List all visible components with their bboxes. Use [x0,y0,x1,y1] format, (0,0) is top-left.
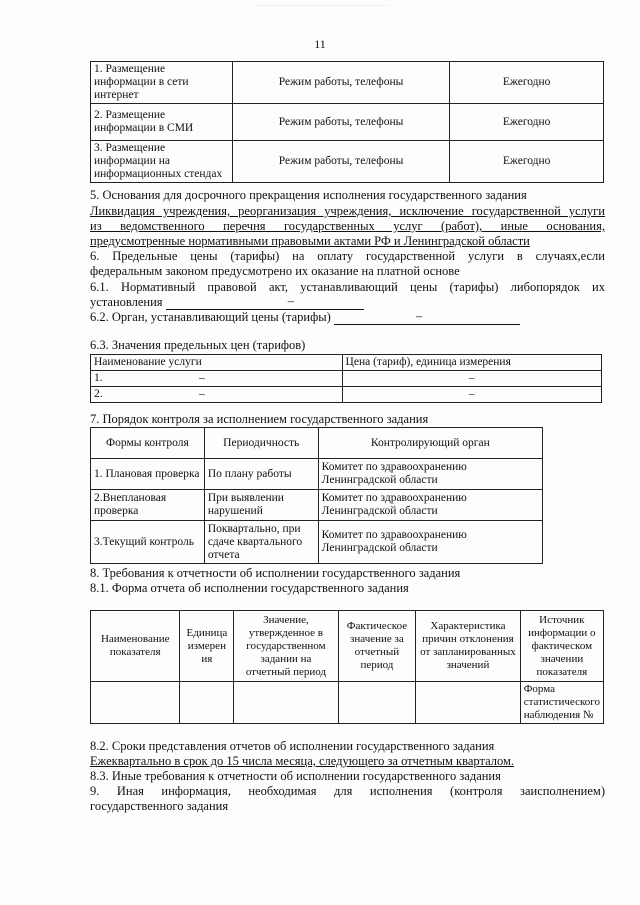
section-9-line: государственного задания [90,799,229,813]
tariff-table [90,354,602,403]
control-form: 3.Текущий контроль [91,521,205,564]
info-frequency: Ежегодно [450,62,604,104]
blank-dash: – [415,309,423,323]
section-6-line: федеральным законом предусмотрено их оказание на платной основе [90,264,460,278]
control-form: 2.Внеплановая проверка [91,490,205,521]
table-row [91,387,602,403]
section-8-2-text: Ежеквартально в срок до 15 числа месяца, следующего за отчетным кварталом. [90,754,515,768]
report-col-source: Источник информации о фактическом значении показателя [520,611,603,682]
blank-line [166,296,364,310]
section-5-line: из ведомственного перечня государственных услуг (работ), иные основания, [90,219,605,233]
control-table [90,427,543,564]
section-8-heading: 8. Требования к отчетности об исполнении государственного задания [90,566,461,580]
table-header-row [91,428,543,459]
info-method: 2. Размещение информации в СМИ [91,104,233,141]
section-6-1-label: установления [90,295,163,309]
info-content: Режим работы, телефоны [232,141,449,183]
report-source-cell: Форма статистического наблюдения № [520,682,603,724]
info-frequency: Ежегодно [450,141,604,183]
scan-artifact [258,5,388,12]
section-5-heading: 5. Основания для досрочного прекращения исполнения государственного задания [90,188,527,202]
info-method: 1. Размещение информации в сети интернет [91,62,233,104]
table-row [91,459,543,490]
info-table [90,61,604,183]
report-col-unit: Единица измерен ия [180,611,234,682]
tariff-price-cell: – [342,387,601,403]
info-content: Режим работы, телефоны [232,62,449,104]
table-row [91,490,543,521]
table-row [91,371,602,387]
row-number: 2. [94,388,103,400]
table-row [91,62,604,104]
row-number: 1. [94,372,103,384]
table-row [91,521,543,564]
blank-line [334,311,520,325]
report-cell [338,682,416,724]
table-row [91,104,604,141]
section-8-3-text: 8.3. Иные требования к отчетности об исполнении государственного задания [90,769,501,783]
control-body: Комитет по здравоохранению Ленинградской области [318,459,542,490]
report-cell [91,682,180,724]
table-header-row [91,355,602,371]
section-6-2-line [90,310,605,325]
report-col-actual: Фактическое значение за отчетный период [338,611,416,682]
report-cell [234,682,338,724]
report-col-deviation: Характеристика причин отклонения от запланированных значений [416,611,520,682]
blank-dash: – [287,294,294,308]
tariff-service-cell [91,387,343,403]
table-row [91,682,604,724]
section-6-line: 6. Предельные цены (тарифы) на оплату государственной услуги в случаях,если [90,249,605,263]
info-frequency: Ежегодно [450,104,604,141]
info-content: Режим работы, телефоны [232,104,449,141]
control-period: По плану работы [204,459,318,490]
table-header-row [91,611,604,682]
service-value: – [199,388,205,400]
section-8-2-heading: 8.2. Сроки представления отчетов об исполнении государственного задания [90,739,495,753]
control-form: 1. Плановая проверка [91,459,205,490]
tariff-col-service: Наименование услуги [91,355,343,371]
section-6-3-heading: 6.3. Значения предельных цен (тарифов) [90,338,306,352]
control-period: При выявлении нарушений [204,490,318,521]
tariff-col-price: Цена (тариф), единица измерения [342,355,601,371]
page-number: 11 [314,37,326,51]
control-col-body: Контролирующий орган [318,428,542,459]
section-8-1-heading: 8.1. Форма отчета об исполнении государственного задания [90,581,409,595]
service-value: – [199,372,205,384]
report-cell [416,682,520,724]
report-col-indicator: Наименование показателя [91,611,180,682]
section-6-2-label: 6.2. Орган, устанавливающий цены (тарифы) [90,310,331,324]
tariff-price-cell: – [342,371,601,387]
control-period: Поквартально, при сдаче квартального отчета [204,521,318,564]
report-cell [180,682,234,724]
control-col-form: Формы контроля [91,428,205,459]
section-9-line: 9. Иная информация, необходимая для исполнения (контроля заисполнением) [90,784,605,798]
control-body: Комитет по здравоохранению Ленинградской области [318,521,542,564]
report-form-table [90,610,604,724]
control-body: Комитет по здравоохранению Ленинградской области [318,490,542,521]
tariff-service-cell [91,371,343,387]
section-6-1-line2 [90,295,605,310]
control-col-period: Периодичность [204,428,318,459]
section-5-line: Ликвидация учреждения, реорганизация учреждения, исключение государственной услуги [90,204,605,218]
report-col-planned: Значение, утвержденное в государственном задании на отчетный период [234,611,338,682]
section-7-heading: 7. Порядок контроля за исполнением государственного задания [90,412,429,426]
section-6-1-line: 6.1. Нормативный правовой акт, устанавливающий цены (тарифы) либопорядок их [90,280,605,294]
section-5-line: предусмотренные нормативными правовыми актами РФ и Ленинградской области [90,234,530,248]
info-method: 3. Размещение информации на информационных стендах [91,141,233,183]
table-row [91,141,604,183]
